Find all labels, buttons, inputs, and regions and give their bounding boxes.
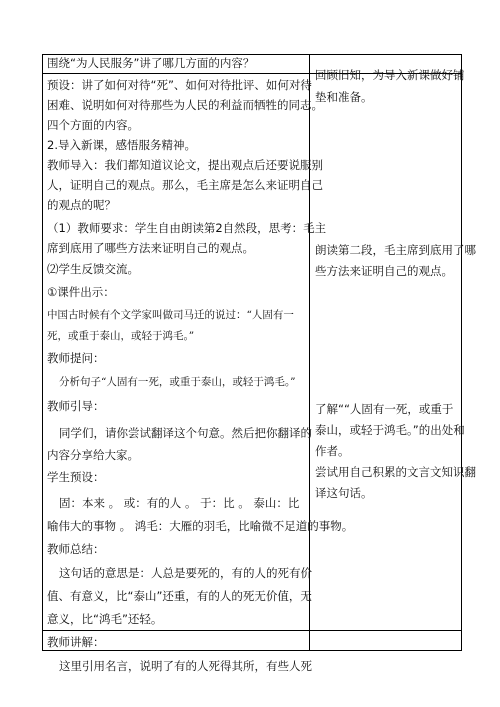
left-line-2: 预设：讲了如何对待“死”、如何对待批评、如何对待 <box>47 78 312 92</box>
left-line-7: 人，证明自己的观点。那么，毛主席是怎么来证明自己 <box>47 178 323 192</box>
left-line-12: ①课件出示： <box>47 285 115 299</box>
right-line-9: 译这句话。 <box>315 486 373 500</box>
left-line-24: 这句话的意思是：人总是要死的，有的人的死有价 <box>59 566 312 580</box>
left-line-26: 意义，比“鸿毛”还轻。 <box>47 612 163 626</box>
left-line-27: 教师讲解： <box>47 635 105 649</box>
left-line-1: 围绕“为人民服务”讲了哪几方面的内容？ <box>47 56 255 70</box>
row-divider-bottom <box>43 630 461 631</box>
left-line-18: 同学们，请你尝试翻译这个句意。然后把你翻译的 <box>59 426 312 440</box>
left-line-13: 中国古时候有个文学家叫做司马迁的说过：“人固有一 <box>47 309 294 321</box>
left-line-25: 值、有意义，比“泰山”还重，有的人的死无价值，无 <box>47 589 312 603</box>
left-line-5: 2.导入新课，感悟服务精神。 <box>47 138 196 152</box>
left-line-20: 学生预设： <box>47 470 105 484</box>
left-line-23: 教师总结： <box>47 542 105 556</box>
left-line-9: （1）教师要求：学生自由朗读第2自然段，思考：毛主 <box>47 221 327 235</box>
left-line-15: 教师提问： <box>47 351 105 365</box>
left-line-8: 的观点的呢？ <box>47 198 116 212</box>
left-line-16: 分析句子“人固有一死，或重于泰山，或轻于鸿毛。” <box>59 376 296 388</box>
right-line-4: 些方法来证明自己的观点。 <box>315 264 453 278</box>
left-line-11: ⑵学生反馈交流。 <box>47 262 139 276</box>
right-line-2: 垫和准备。 <box>315 90 373 104</box>
left-line-22: 喻伟大的事物 。 鸿毛：大雁的羽毛，比喻微不足道的事物。 <box>47 519 354 533</box>
column-divider <box>309 55 310 650</box>
left-line-17: 教师引导： <box>47 399 105 413</box>
right-line-8: 尝试用自己积累的文言文知识翻 <box>315 465 476 479</box>
right-line-1: 回顾旧知，为导入新课做好铺 <box>315 68 465 82</box>
right-line-3: 朗读第二段，毛主席到底用了哪 <box>315 243 476 257</box>
left-line-6: 教师导入：我们都知道议论文，提出观点后还要说服别 <box>47 158 323 172</box>
left-line-21: 固：本来 。 或：有的人 。 于：比 。 泰山：比 <box>59 496 300 510</box>
left-line-28: 这里引用名言，说明了有的人死得其所，有些人死 <box>59 659 312 673</box>
left-line-10: 席到底用了哪些方法来证明自己的观点。 <box>47 241 254 255</box>
right-line-6: 泰山，或轻于鸿毛。”的出处和 <box>315 423 465 437</box>
right-line-5: 了解““人固有一死，或重于 <box>315 402 454 416</box>
right-line-7: 作者。 <box>315 444 350 458</box>
left-line-3: 困难、说明如何对待那些为人民的利益而牺牲的同志。 <box>47 98 323 112</box>
left-line-14: 死，或重于泰山，或轻于鸿毛。” <box>47 330 195 342</box>
left-line-19: 内容分享给大家。 <box>47 448 139 462</box>
lesson-plan-table <box>42 54 476 673</box>
left-line-4: 四个方面的内容。 <box>47 118 139 132</box>
